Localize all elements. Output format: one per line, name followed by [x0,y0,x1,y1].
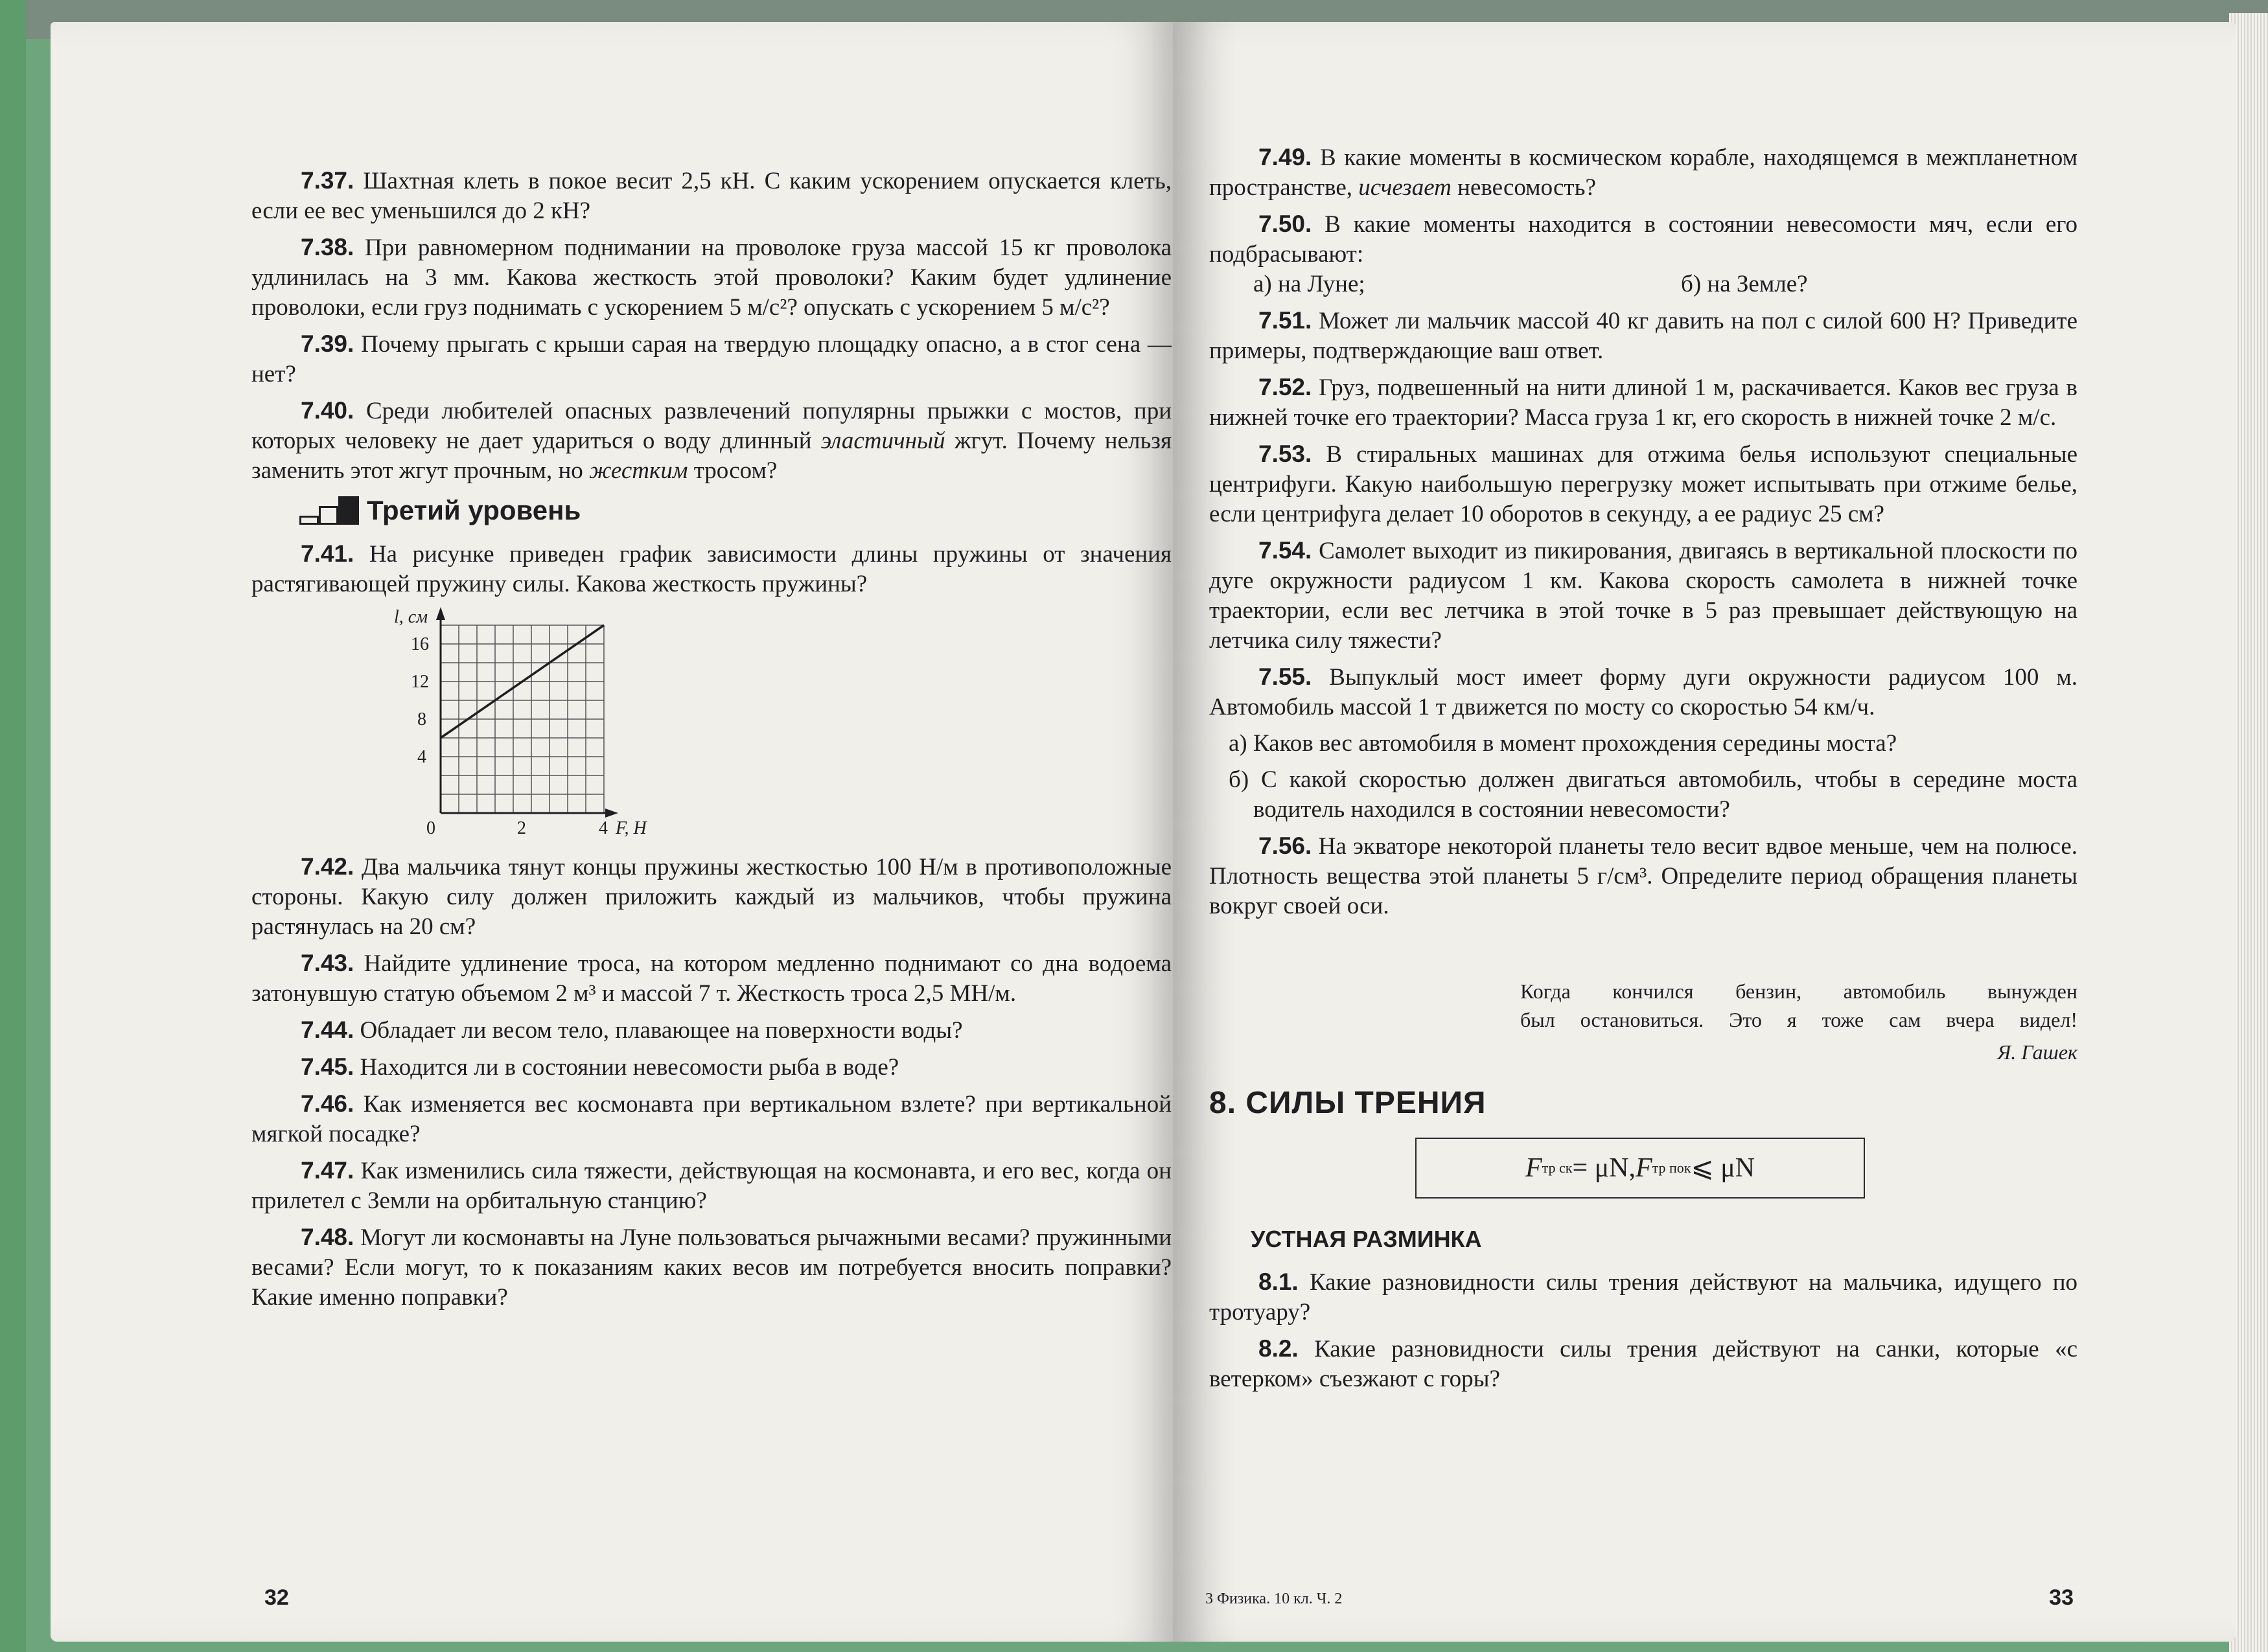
problem-text: Найдите удлинение троса, на котором медленно поднимают со дна водоема затонувшую статую объемом 2 м³ и массой 7 т. Жесткость троса 2,5 МН/м. [251,950,1172,1007]
problem-item [251,1222,1172,1313]
problem-text: Самолет выходит из пикирования, двигаясь в вертикальной плоскости по дуге окружности радиусом 1 км. Какова скорость самолета в нижней точке траектории, если вес летчика в этой точке в 5 раз превышает действующую на летчика силу тяжести? [1209,538,2077,654]
problem-item [251,233,1172,323]
formula-subscript: тр ск [1542,1160,1573,1176]
problem-number: 7.56. [1258,832,1312,859]
problem-text: При равномерном поднимании на проволоке груза массой 15 кг проволока удлинилась на 3 мм. Какова жесткость этой проволоки? Каким будет удлинение проволоки, если груз поднимать с ускорением 5 м/с²? опускать с ускорением 5 м/с²? [251,235,1172,321]
problem-item [251,852,1172,942]
problem-text: В стиральных машинах для отжима белья используют специальные центрифуги. Какую наибольшую перегрузку может испытывать при отжиме белье, если центрифуга делает 10 оборотов в секунду, а ее радиус 25 см? [1209,441,2077,527]
problem-7-41 [251,539,1172,599]
page-number: 32 [264,1585,289,1610]
x-tick-label: 2 [517,818,526,838]
problem-7-56 [1209,831,2077,921]
problem-number: 8.2. [1258,1335,1299,1362]
problem-text: Какие разновидности силы трения действуют на санки, которые «с ветерком» съезжают с горы? [1209,1336,2077,1392]
problem-list [251,852,1172,1313]
emphasis-text: исчезает [1358,174,1452,201]
problem-number: 7.49. [1258,144,1312,170]
problem-text: жгут. Почему нельзя заменить этот жгут прочным, но [251,428,1172,484]
problem-number: 7.38. [301,234,354,260]
y-tick-label: 4 [417,747,426,767]
printer-signature: 3 Физика. 10 кл. Ч. 2 [1205,1590,1343,1607]
level-heading-text: Третий уровень [367,495,581,525]
problem-list [251,166,1172,389]
warmup-heading: УСТНАЯ РАЗМИНКА [1251,1226,1482,1252]
left-column [251,166,1172,1319]
background-left [0,0,26,1652]
problem-item [251,948,1172,1009]
problem-text: Два мальчика тянут концы пружины жесткостью 100 Н/м в противоположные стороны. Какую силу должен приложить каждый из мальчиков, чтобы пружина растянулась на 20 см? [251,854,1172,940]
page-number: 33 [2049,1585,2074,1610]
problem-text: Могут ли космонавты на Луне пользоваться рычажными весами? пружинными весами? Если могут, то к показаниям каких весов им потребуется вносить поправки? Какие именно поправки? [251,1224,1172,1311]
sub-question-a: а) Каков вес автомобиля в момент прохождения середины моста? [1229,730,1897,757]
problem-number: 7.47. [301,1157,354,1184]
problem-item [251,1015,1172,1046]
problem-item [251,166,1172,226]
problem-number: 7.48. [301,1224,354,1250]
problem-item [251,329,1172,389]
x-tick-label: 0 [426,818,435,838]
problem-number: 7.44. [301,1016,354,1043]
problem-text: На экваторе некоторой планеты тело весит вдвое меньше, чем на полюсе. Плотность вещества этой планеты 5 г/см³. Определите период обращения планеты вокруг своей оси. [1209,833,2077,919]
problem-number: 7.53. [1258,441,1312,467]
formula-symbol: F [1525,1153,1542,1183]
problem-number: 7.51. [1258,307,1312,334]
emphasis-text: жестким [589,457,688,484]
spring-graph [388,606,724,839]
problem-text: В какие моменты в космическом корабле, находящемся в межпланетном пространстве, [1209,144,2077,201]
problem-number: 7.37. [301,167,354,194]
problem-text: Среди любителей опасных развлечений популярны прыжки с мостов, при которых человеку не дает удариться о воду длинный [251,398,1172,454]
right-page [1173,22,2236,1642]
problem-text: Почему прыгать с крыши сарая на твердую площадку опасно, а в стог сена — нет? [251,331,1172,387]
problem-text: Обладает ли весом тело, плавающее на поверхности воды? [354,1017,963,1044]
show-through-text [264,100,1107,126]
option-b: б) на Земле? [1681,271,1808,297]
problem-text: На рисунке приведен график зависимости длины пружины от значения растягивающей пружину силы. Какова жесткость пружины? [251,541,1172,597]
problem-item [1209,1334,2077,1394]
problem-list [1209,306,2077,722]
epigraph-author: Я. Гашек [1997,1040,2077,1064]
problem-item [1209,373,2077,433]
problem-number: 7.52. [1258,374,1312,400]
formula-part: = μN, [1572,1153,1636,1183]
problem-item [251,1089,1172,1149]
problem-item [1209,439,2077,529]
problem-item [1209,1267,2077,1327]
problem-item [251,1052,1172,1083]
problem-text: тросом? [688,457,778,484]
x-axis-label: F, Н [616,818,647,838]
formula-part: ⩽ μN [1691,1153,1755,1183]
option-a: а) на Луне; [1253,271,1365,297]
epigraph-line: был остановиться. Это я тоже сам вчера видел! [1520,1008,2077,1031]
problem-number: 7.55. [1258,663,1312,690]
problem-text: Груз, подвешенный на нити длиной 1 м, раскачивается. Каков вес груза в нижней точке его траектории? Масса груза 1 кг, его скорость в нижней точке 2 м/с. [1209,374,2077,431]
problem-number: 7.54. [1258,537,1312,564]
problem-text: Какие разновидности силы трения действуют на мальчика, идущего по тротуару? [1209,1269,2077,1325]
problem-item [1209,662,2077,722]
formula-box [1415,1138,1865,1199]
right-column [1209,143,2077,1401]
problem-text: Может ли мальчик массой 40 кг давить на пол с силой 600 Н? Приведите примеры, подтверждающие ваш ответ. [1209,308,2077,364]
y-tick-label: 8 [417,709,426,729]
problem-7-50-options [1253,270,2077,299]
chapter-title: 8. СИЛЫ ТРЕНИЯ [1209,1086,1487,1120]
y-axis-arrow [436,607,445,620]
problem-number: 7.39. [301,330,354,357]
epigraph-line: Когда кончился бензин, автомобиль вынужден [1520,980,2077,1003]
problem-number: 7.43. [301,950,354,976]
left-page [51,22,1173,1642]
stairs-icon [299,496,359,525]
problem-text: Как изменяется вес космонавта при вертикальном взлете? при вертикальной мягкой посадке? [251,1091,1172,1147]
problem-7-49 [1209,143,2077,203]
problem-number: 7.40. [301,397,354,424]
problem-text: В какие моменты находится в состоянии невесомости мяч, если его подбрасывают: [1209,211,2077,268]
problem-text: Шахтная клеть в покое весит 2,5 кН. С каким ускорением опускается клеть, если ее вес уменьшился до 2 кН? [251,168,1172,224]
problem-text: Выпуклый мост имеет форму дуги окружности радиусом 100 м. Автомобиль массой 1 т движется по мосту со скоростью 54 км/ч. [1209,664,2077,720]
problem-item [1209,536,2077,656]
level-heading [299,492,1172,529]
problem-item [251,1156,1172,1216]
problem-text: Как изменились сила тяжести, действующая на космонавта, и его вес, когда он прилетел с Земли на орбитальную станцию? [251,1158,1172,1214]
problem-7-50 [1209,209,2077,270]
problem-number: 7.41. [301,540,354,567]
formula-subscript: тр пок [1652,1160,1691,1176]
x-tick-label: 4 [599,818,608,838]
problem-number: 7.46. [301,1090,354,1117]
problem-text: невесомость? [1451,174,1596,201]
y-tick-label: 16 [411,634,429,654]
y-axis-label-text: l, см [394,607,428,627]
problem-number: 8.1. [1258,1268,1299,1295]
formula-symbol: F [1635,1153,1652,1183]
emphasis-text: эластичный [820,428,945,454]
problem-number: 7.42. [301,853,354,880]
graph-grid [441,625,604,813]
x-axis-arrow [605,809,618,818]
epigraph [1520,977,2077,1066]
problem-number: 7.50. [1258,211,1312,237]
problem-item [1209,306,2077,366]
problem-number: 7.45. [301,1053,354,1080]
problem-text: Находится ли в состоянии невесомости рыба в воде? [354,1054,899,1081]
problem-7-40 [251,396,1172,486]
sub-question-b: б) С какой скоростью должен двигаться автомобиль, чтобы в середине моста водитель находился в состоянии невесомости? [1229,766,2077,823]
y-tick-label: 12 [411,672,429,692]
problem-list [1209,1267,2077,1394]
